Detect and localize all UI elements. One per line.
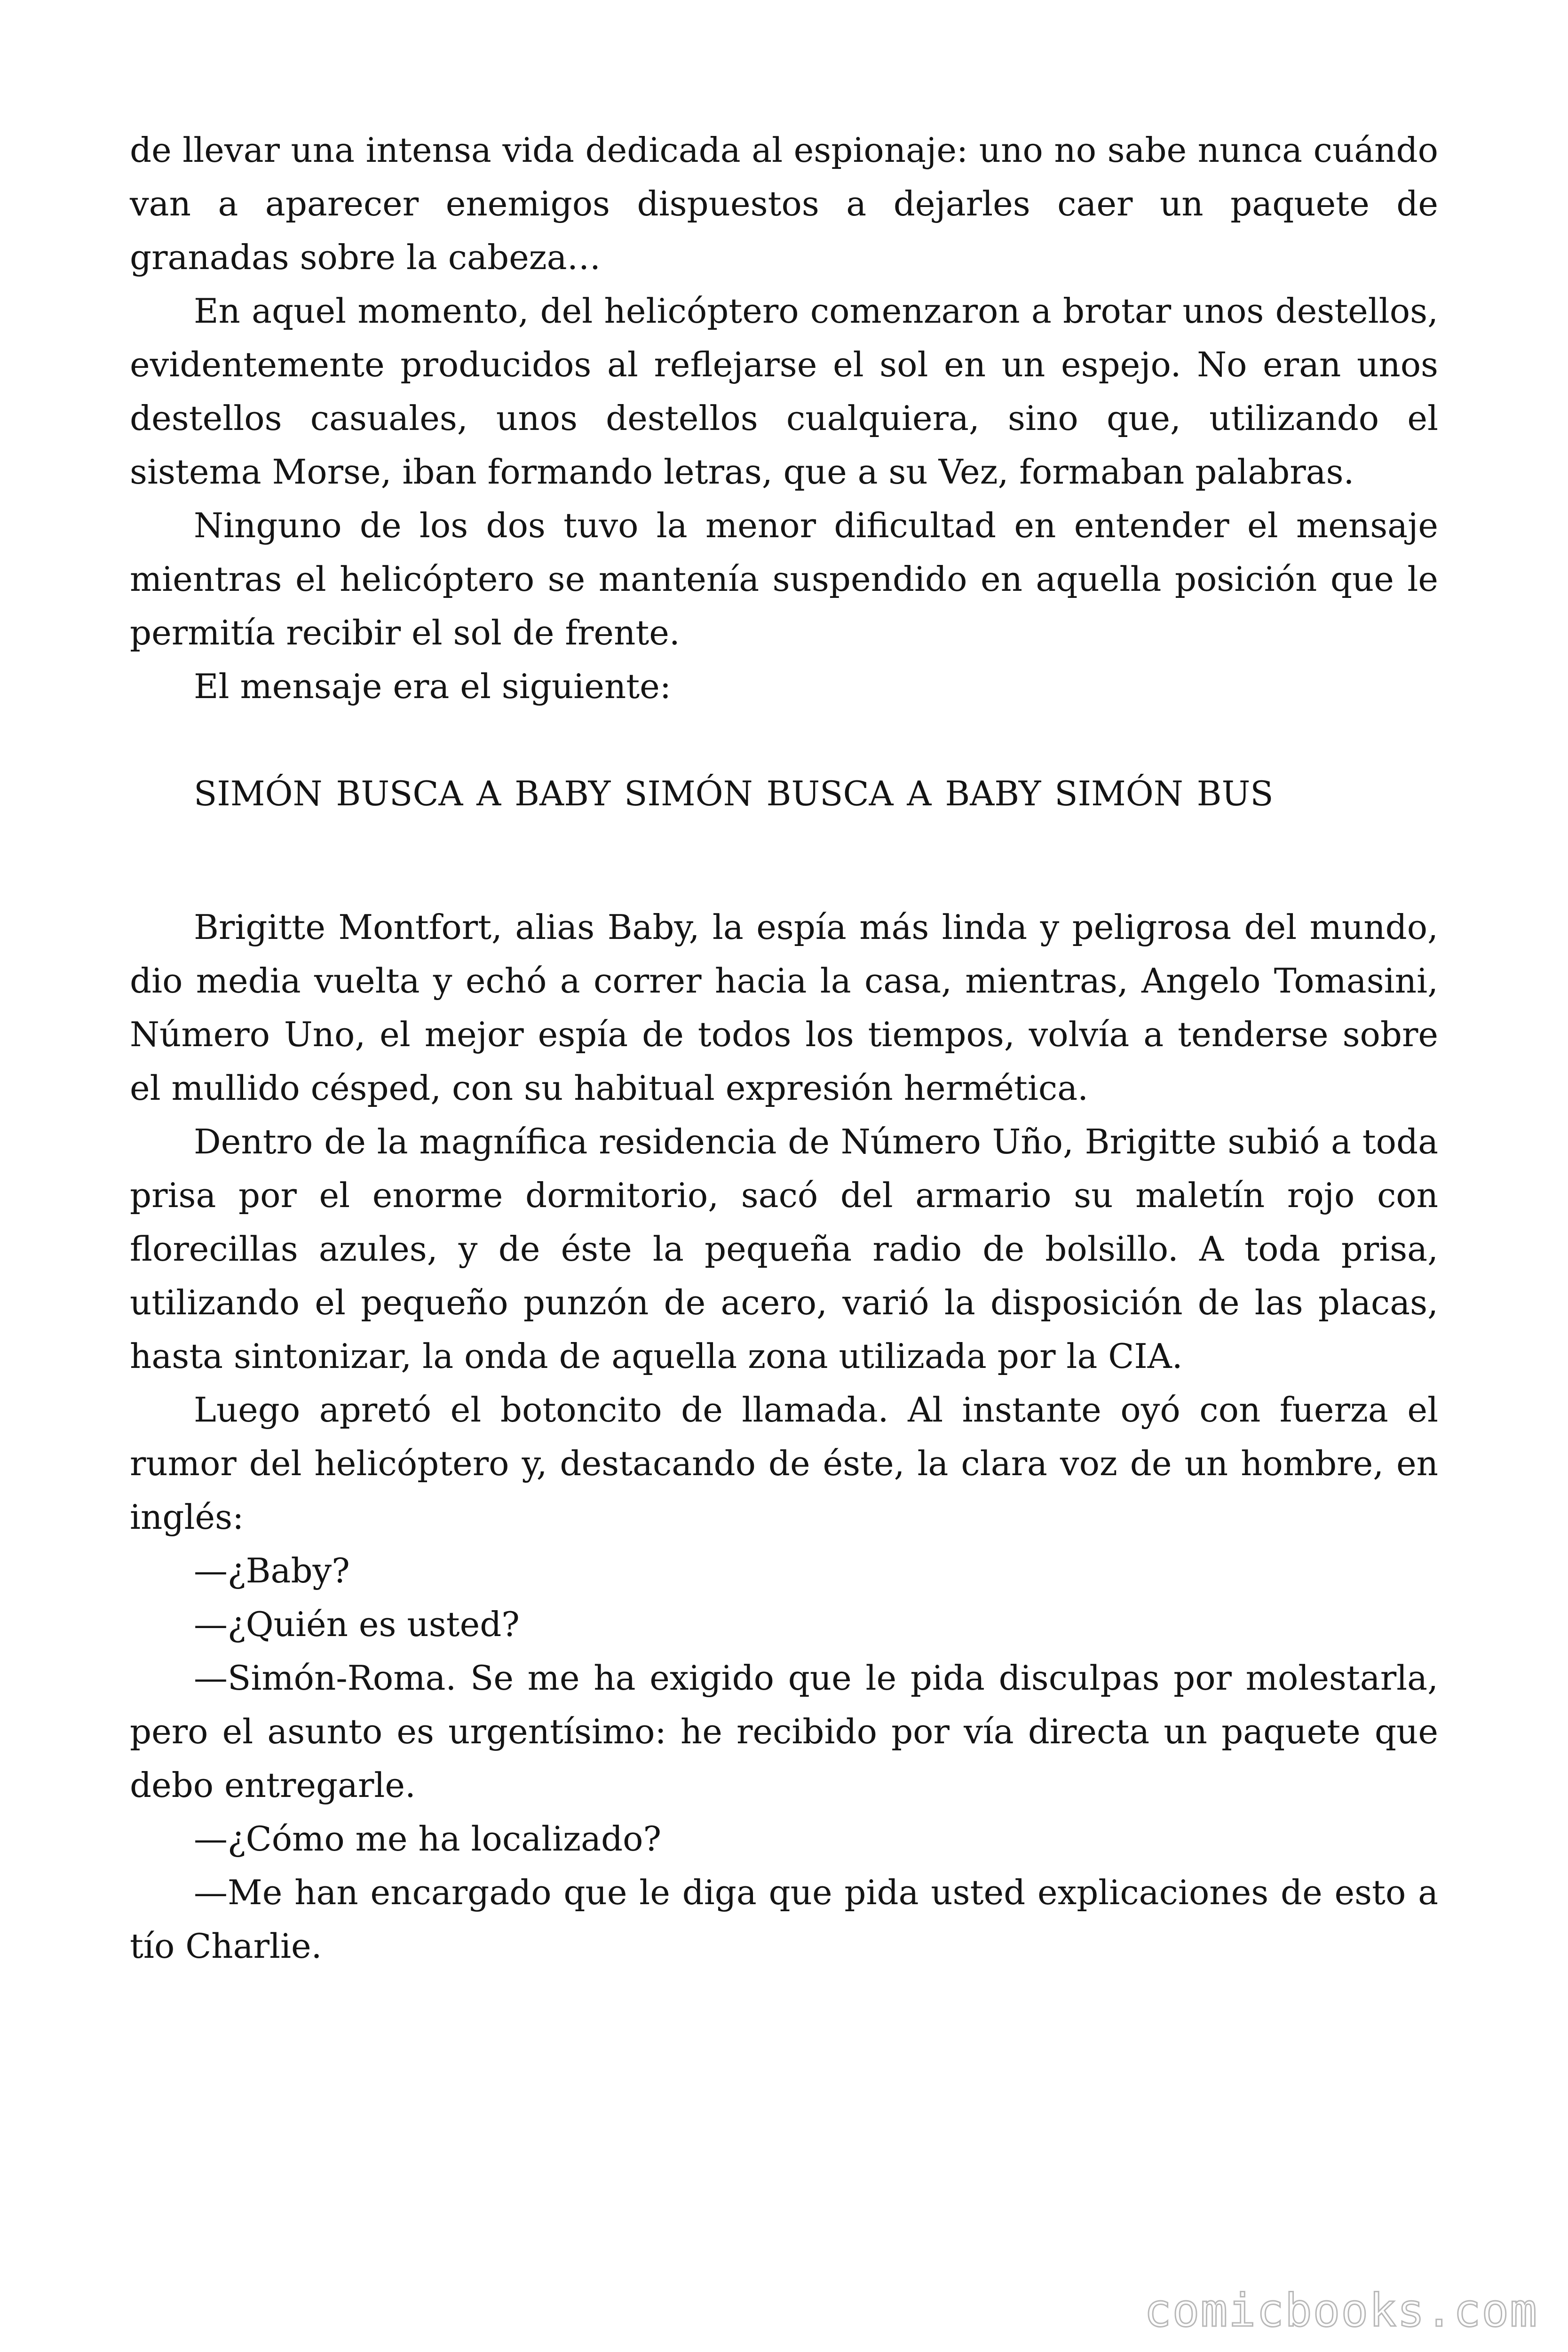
spacer (130, 820, 1438, 900)
paragraph: Luego apretó el botoncito de llamada. Al instante oyó con fuerza el rumor del helicóptero y, destacando de éste, la clara voz de un hombre, en inglés: (130, 1390, 1438, 1537)
dialogue-line: —¿Quién es usted? (194, 1605, 520, 1644)
paragraph: En aquel momento, del helicóptero comenzaron a brotar unos destellos, evidentemente producidos al reflejarse el sol en un espejo. No eran unos destellos casuales, unos destellos cualquiera, sino que, utilizando el sistema Morse, iban formando letras, que a su Vez, formaban palabras. (130, 291, 1438, 492)
paragraph: Brigitte Montfort, alias Baby, la espía más linda y peligrosa del mundo, dio media vuelta y echó a correr hacia la casa, mientras, Angelo Tomasini, Número Uno, el mejor espía de todos los tiempos, volvía a tenderse sobre el mullido césped, con su habitual expresión hermética. (130, 907, 1438, 1108)
paragraph-continuation: de llevar una intensa vida dedicada al espionaje: uno no sabe nunca cuándo van a aparecer enemigos dispuestos a dejarles caer un paquete de granadas sobre la cabeza… (130, 130, 1438, 277)
dialogue-line: —¿Baby? (194, 1551, 350, 1590)
dialogue-line: —Me han encargado que le diga que pida usted explicaciones de esto a tío Charlie. (130, 1873, 1438, 1966)
paragraph: Dentro de la magnífica residencia de Número Uño, Brigitte subió a toda prisa por el enorme dormitorio, sacó del armario su maletín rojo con florecillas azules, y de éste la pequeña radio de bolsillo. A toda prisa, utilizando el pequeño punzón de acero, varió la disposición de las placas, hasta sintonizar, la onda de aquella zona utilizada por la CIA. (130, 1122, 1438, 1376)
dialogue-line: —¿Cómo me ha localizado? (194, 1819, 662, 1859)
paragraph: El mensaje era el siguiente: (194, 667, 672, 706)
paragraph: Ninguno de los dos tuvo la menor dificultad en entender el mensaje mientras el helicóptero se mantenía suspendido en aquella posición que le permitía recibir el sol de frente. (130, 506, 1438, 652)
watermark: comicbooks.com (1144, 2284, 1538, 2337)
spacer (130, 713, 1438, 767)
dialogue-line: —Simón-Roma. Se me ha exigido que le pida disculpas por molestarla, pero el asunto es urgentísimo: he recibido por vía directa un paquete que debo entregarle. (130, 1658, 1438, 1805)
morse-message: SIMÓN BUSCA A BABY SIMÓN BUSCA A BABY SIMÓN BUS (194, 774, 1274, 813)
body-text (130, 123, 1438, 1973)
